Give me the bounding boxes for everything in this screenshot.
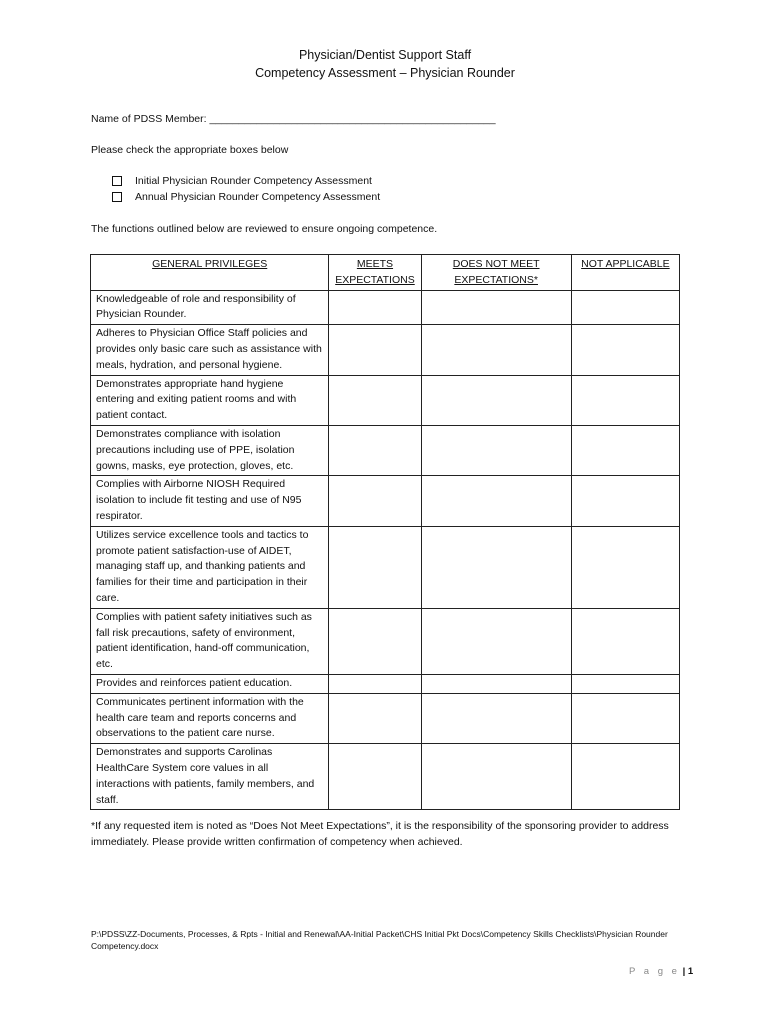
table-row	[91, 674, 680, 693]
page-number-value: | 1	[682, 966, 694, 977]
table-row	[91, 693, 680, 743]
meets-cell[interactable]	[329, 290, 421, 325]
not-applicable-cell[interactable]	[571, 744, 679, 810]
meets-cell[interactable]	[329, 325, 421, 375]
privilege-text: Demonstrates and supports Carolinas HealthCare System core values in all interactions with patients, family members, and staff.	[91, 744, 329, 810]
does-not-meet-cell[interactable]	[421, 325, 571, 375]
not-applicable-cell[interactable]	[571, 375, 679, 425]
meets-cell[interactable]	[329, 526, 421, 608]
not-applicable-cell[interactable]	[571, 693, 679, 743]
pdss-member-name-field[interactable]	[91, 113, 496, 125]
column-header-not-applicable: NOT APPLICABLE	[571, 255, 679, 291]
not-applicable-cell[interactable]	[571, 674, 679, 693]
column-header-general-privileges: GENERAL PRIVILEGES	[91, 255, 329, 291]
privilege-text: Complies with Airborne NIOSH Required isolation to include fit testing and use of N95 respirator.	[91, 476, 329, 526]
not-applicable-cell[interactable]	[571, 425, 679, 475]
privilege-text: Demonstrates appropriate hand hygiene entering and exiting patient rooms and with patient contact.	[91, 375, 329, 425]
privilege-text: Provides and reinforces patient education.	[91, 674, 329, 693]
privilege-text: Knowledgeable of role and responsibility of Physician Rounder.	[91, 290, 329, 325]
meets-cell[interactable]	[329, 693, 421, 743]
does-not-meet-cell[interactable]	[421, 744, 571, 810]
not-applicable-cell[interactable]	[571, 290, 679, 325]
privileges-table	[90, 254, 680, 810]
document-title-line1: Physician/Dentist Support Staff	[298, 48, 472, 62]
privilege-text: Communicates pertinent information with the health care team and reports concerns and observations to the patient care nurse.	[91, 693, 329, 743]
table-row	[91, 608, 680, 674]
table-row	[91, 290, 680, 325]
checkbox-icon[interactable]	[112, 176, 122, 186]
privilege-text: Demonstrates compliance with isolation precautions including use of PPE, isolation gowns, masks, eye protection, gloves, etc.	[91, 425, 329, 475]
meets-cell[interactable]	[329, 476, 421, 526]
not-applicable-cell[interactable]	[571, 526, 679, 608]
does-not-meet-cell[interactable]	[421, 693, 571, 743]
does-not-meet-cell[interactable]	[421, 290, 571, 325]
column-header-does-not-meet: DOES NOT MEET EXPECTATIONS*	[421, 255, 571, 291]
file-path-footer: P:\PDSS\ZZ-Documents, Processes, & Rpts - Initial and Renewal\AA-Initial Packet\CHS Initial Pkt Docs\Competency Skills Checklists\Physician Rounder Competency.docx	[91, 929, 668, 951]
meets-cell[interactable]	[329, 425, 421, 475]
table-row	[91, 744, 680, 810]
table-row	[91, 425, 680, 475]
privilege-text: Utilizes service excellence tools and tactics to promote patient satisfaction-use of AIDET, managing staff up, and thanking patients and families for their time and participation in their care.	[91, 526, 329, 608]
checkbox-label: Annual Physician Rounder Competency Assessment	[135, 191, 381, 203]
table-row	[91, 375, 680, 425]
name-label: Name of PDSS Member:	[91, 113, 207, 125]
table-row	[91, 325, 680, 375]
does-not-meet-cell[interactable]	[421, 375, 571, 425]
not-applicable-cell[interactable]	[571, 325, 679, 375]
functions-text: The functions outlined below are reviewed to ensure ongoing competence.	[91, 223, 438, 235]
page-label: P a g e	[629, 966, 680, 977]
does-not-meet-cell[interactable]	[421, 476, 571, 526]
instruction-text: Please check the appropriate boxes below	[91, 144, 289, 156]
table-row	[91, 526, 680, 608]
privilege-text: Adheres to Physician Office Staff policies and provides only basic care such as assistance with meals, hydration, and personal hygiene.	[91, 325, 329, 375]
checkbox-label: Initial Physician Rounder Competency Assessment	[135, 175, 372, 187]
page-number	[629, 966, 693, 977]
checkbox-icon[interactable]	[112, 192, 122, 202]
meets-cell[interactable]	[329, 744, 421, 810]
table-row	[91, 476, 680, 526]
not-applicable-cell[interactable]	[571, 608, 679, 674]
document-title-line2: Competency Assessment – Physician Rounder	[255, 66, 515, 80]
meets-cell[interactable]	[329, 375, 421, 425]
does-not-meet-cell[interactable]	[421, 425, 571, 475]
checkbox-initial-assessment[interactable]	[112, 175, 372, 187]
table-header-row	[91, 255, 680, 291]
column-header-meets-expectations: MEETS EXPECTATIONS	[329, 255, 421, 291]
meets-cell[interactable]	[329, 674, 421, 693]
does-not-meet-cell[interactable]	[421, 674, 571, 693]
not-applicable-cell[interactable]	[571, 476, 679, 526]
checkbox-annual-assessment[interactable]	[112, 191, 380, 203]
privilege-text: Complies with patient safety initiatives such as fall risk precautions, safety of environment, patient identification, hand-off communication, etc.	[91, 608, 329, 674]
footnote: *If any requested item is noted as “Does Not Meet Expectations”, it is the responsibility of the sponsoring provider to address immediately. Please provide written confirmation of competency when achieved.	[91, 820, 669, 848]
meets-cell[interactable]	[329, 608, 421, 674]
does-not-meet-cell[interactable]	[421, 608, 571, 674]
does-not-meet-cell[interactable]	[421, 526, 571, 608]
name-blank[interactable]: _________________________________________________	[206, 113, 496, 125]
